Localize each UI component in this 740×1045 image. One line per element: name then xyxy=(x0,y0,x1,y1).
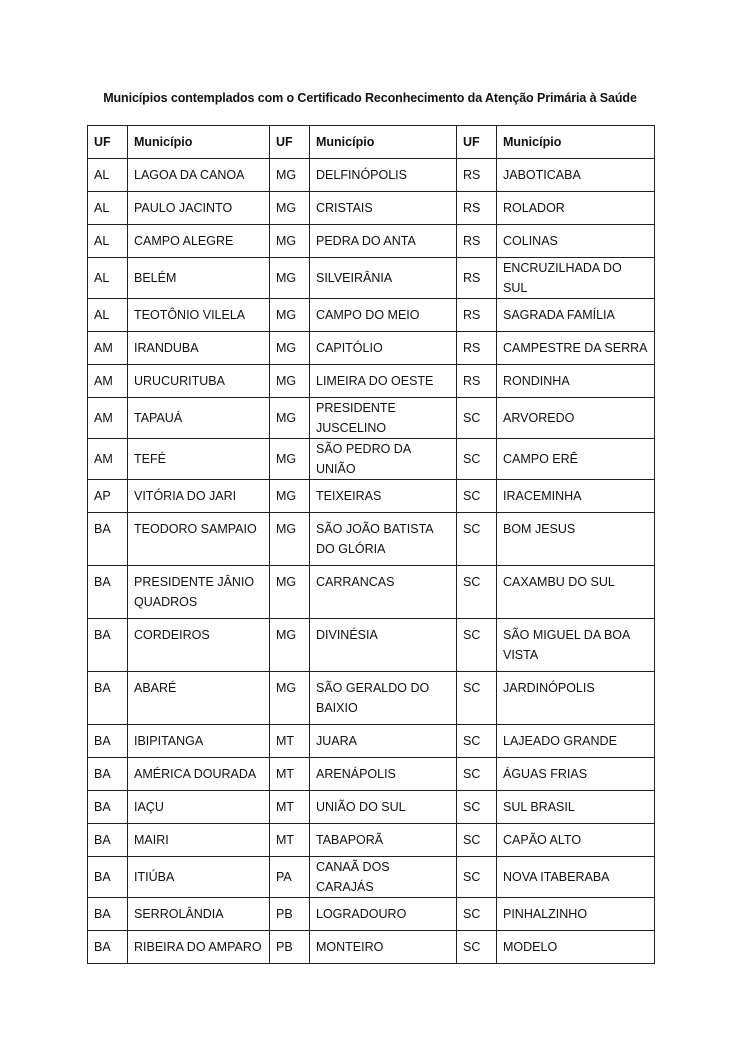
cell-municipio: JARDINÓPOLIS xyxy=(497,672,655,725)
cell-municipio: CRISTAIS xyxy=(310,192,457,225)
cell-municipio: ARVOREDO xyxy=(497,398,655,439)
page-title: Municípios contemplados com o Certificado Reconhecimento da Atenção Primária à Saúde xyxy=(103,91,637,105)
cell-municipio: TEIXEIRAS xyxy=(310,480,457,513)
cell-uf: SC xyxy=(457,672,497,725)
cell-uf: MG xyxy=(270,439,310,480)
table-row xyxy=(88,931,655,964)
table-row xyxy=(88,619,655,672)
cell-uf: RS xyxy=(457,258,497,299)
cell-uf: AM xyxy=(88,332,128,365)
cell-municipio: CAMPESTRE DA SERRA xyxy=(497,332,655,365)
table-row xyxy=(88,398,655,439)
cell-municipio: TEFÉ xyxy=(128,439,270,480)
cell-uf: RS xyxy=(457,159,497,192)
cell-uf: MG xyxy=(270,299,310,332)
cell-uf: SC xyxy=(457,791,497,824)
cell-uf: AM xyxy=(88,439,128,480)
cell-uf: MG xyxy=(270,398,310,439)
header-municipio-3: Município xyxy=(497,126,655,159)
table-row xyxy=(88,225,655,258)
header-uf-2: UF xyxy=(270,126,310,159)
cell-uf: AL xyxy=(88,258,128,299)
cell-municipio: DIVINÉSIA xyxy=(310,619,457,672)
cell-uf: BA xyxy=(88,857,128,898)
cell-municipio: ARENÁPOLIS xyxy=(310,758,457,791)
cell-uf: BA xyxy=(88,566,128,619)
cell-municipio: CAPÃO ALTO xyxy=(497,824,655,857)
cell-uf: BA xyxy=(88,898,128,931)
cell-municipio: AMÉRICA DOURADA xyxy=(128,758,270,791)
cell-municipio: LOGRADOURO xyxy=(310,898,457,931)
table-body xyxy=(88,159,655,964)
cell-municipio: TAPAUÁ xyxy=(128,398,270,439)
cell-municipio: RONDINHA xyxy=(497,365,655,398)
table-row xyxy=(88,672,655,725)
header-municipio-2: Município xyxy=(310,126,457,159)
cell-uf: MG xyxy=(270,365,310,398)
cell-uf: SC xyxy=(457,398,497,439)
cell-uf: SC xyxy=(457,725,497,758)
cell-uf: BA xyxy=(88,791,128,824)
cell-municipio: COLINAS xyxy=(497,225,655,258)
cell-uf: AL xyxy=(88,159,128,192)
cell-municipio: BOM JESUS xyxy=(497,513,655,566)
cell-uf: PB xyxy=(270,898,310,931)
cell-municipio: TEODORO SAMPAIO xyxy=(128,513,270,566)
table-row xyxy=(88,159,655,192)
cell-municipio: CAMPO DO MEIO xyxy=(310,299,457,332)
cell-municipio: RIBEIRA DO AMPARO xyxy=(128,931,270,964)
cell-municipio: SAGRADA FAMÍLIA xyxy=(497,299,655,332)
cell-uf: MG xyxy=(270,619,310,672)
cell-municipio: LAJEADO GRANDE xyxy=(497,725,655,758)
cell-uf: SC xyxy=(457,480,497,513)
cell-uf: MG xyxy=(270,513,310,566)
cell-uf: MG xyxy=(270,192,310,225)
cell-municipio: PINHALZINHO xyxy=(497,898,655,931)
cell-uf: SC xyxy=(457,439,497,480)
cell-municipio: MAIRI xyxy=(128,824,270,857)
cell-uf: RS xyxy=(457,365,497,398)
cell-uf: SC xyxy=(457,619,497,672)
cell-municipio: SERROLÂNDIA xyxy=(128,898,270,931)
cell-uf: AM xyxy=(88,365,128,398)
header-municipio-1: Município xyxy=(128,126,270,159)
table-row xyxy=(88,480,655,513)
cell-uf: BA xyxy=(88,758,128,791)
cell-uf: RS xyxy=(457,192,497,225)
cell-municipio: IRACEMINHA xyxy=(497,480,655,513)
cell-municipio: IAÇU xyxy=(128,791,270,824)
cell-municipio: ITIÚBA xyxy=(128,857,270,898)
cell-municipio: CAXAMBU DO SUL xyxy=(497,566,655,619)
cell-uf: SC xyxy=(457,513,497,566)
table-row xyxy=(88,725,655,758)
cell-municipio: CARRANCAS xyxy=(310,566,457,619)
table-row xyxy=(88,898,655,931)
cell-uf: SC xyxy=(457,857,497,898)
cell-uf: SC xyxy=(457,566,497,619)
header-uf-3: UF xyxy=(457,126,497,159)
cell-uf: BA xyxy=(88,725,128,758)
cell-municipio: CAMPO ERÊ xyxy=(497,439,655,480)
cell-municipio: VITÓRIA DO JARI xyxy=(128,480,270,513)
table-row xyxy=(88,299,655,332)
cell-municipio: TABAPORÃ xyxy=(310,824,457,857)
cell-municipio: TEOTÔNIO VILELA xyxy=(128,299,270,332)
cell-uf: MG xyxy=(270,258,310,299)
table-row xyxy=(88,513,655,566)
cell-municipio: PAULO JACINTO xyxy=(128,192,270,225)
cell-uf: AL xyxy=(88,299,128,332)
table-row xyxy=(88,439,655,480)
cell-uf: MG xyxy=(270,672,310,725)
cell-municipio: JUARA xyxy=(310,725,457,758)
cell-uf: SC xyxy=(457,898,497,931)
cell-municipio: ENCRUZILHADA DO SUL xyxy=(497,258,655,299)
cell-uf: BA xyxy=(88,931,128,964)
cell-uf: AL xyxy=(88,225,128,258)
cell-municipio: ÁGUAS FRIAS xyxy=(497,758,655,791)
cell-municipio: BELÉM xyxy=(128,258,270,299)
table-row xyxy=(88,857,655,898)
cell-municipio: JABOTICABA xyxy=(497,159,655,192)
cell-uf: SC xyxy=(457,931,497,964)
cell-municipio: SUL BRASIL xyxy=(497,791,655,824)
table-row xyxy=(88,791,655,824)
table-row xyxy=(88,758,655,791)
cell-municipio: MODELO xyxy=(497,931,655,964)
cell-municipio: ROLADOR xyxy=(497,192,655,225)
cell-uf: MG xyxy=(270,332,310,365)
municipalities-table xyxy=(87,125,655,964)
cell-municipio: CAMPO ALEGRE xyxy=(128,225,270,258)
cell-municipio: SÃO GERALDO DO BAIXIO xyxy=(310,672,457,725)
table-row xyxy=(88,332,655,365)
cell-municipio: UNIÃO DO SUL xyxy=(310,791,457,824)
cell-municipio: SÃO PEDRO DA UNIÃO xyxy=(310,439,457,480)
cell-uf: PB xyxy=(270,931,310,964)
cell-uf: MT xyxy=(270,725,310,758)
cell-uf: BA xyxy=(88,513,128,566)
cell-municipio: CAPITÓLIO xyxy=(310,332,457,365)
cell-municipio: PEDRA DO ANTA xyxy=(310,225,457,258)
header-uf-1: UF xyxy=(88,126,128,159)
cell-municipio: NOVA ITABERABA xyxy=(497,857,655,898)
cell-municipio: CORDEIROS xyxy=(128,619,270,672)
cell-uf: AP xyxy=(88,480,128,513)
cell-municipio: URUCURITUBA xyxy=(128,365,270,398)
cell-uf: RS xyxy=(457,225,497,258)
cell-municipio: IBIPITANGA xyxy=(128,725,270,758)
cell-uf: MG xyxy=(270,480,310,513)
cell-uf: MT xyxy=(270,824,310,857)
cell-uf: MG xyxy=(270,159,310,192)
cell-municipio: PRESIDENTE JÂNIO QUADROS xyxy=(128,566,270,619)
cell-municipio: PRESIDENTE JUSCELINO xyxy=(310,398,457,439)
cell-uf: PA xyxy=(270,857,310,898)
cell-municipio: SILVEIRÂNIA xyxy=(310,258,457,299)
table-header-row xyxy=(88,126,655,159)
table-row xyxy=(88,258,655,299)
cell-uf: BA xyxy=(88,824,128,857)
cell-uf: RS xyxy=(457,332,497,365)
cell-uf: RS xyxy=(457,299,497,332)
cell-municipio: DELFINÓPOLIS xyxy=(310,159,457,192)
cell-municipio: CANAÃ DOS CARAJÁS xyxy=(310,857,457,898)
cell-uf: MT xyxy=(270,791,310,824)
table-row xyxy=(88,192,655,225)
cell-municipio: SÃO MIGUEL DA BOA VISTA xyxy=(497,619,655,672)
table-row xyxy=(88,824,655,857)
cell-uf: AL xyxy=(88,192,128,225)
cell-uf: MG xyxy=(270,225,310,258)
cell-uf: SC xyxy=(457,824,497,857)
cell-uf: BA xyxy=(88,619,128,672)
table-row xyxy=(88,566,655,619)
cell-municipio: LIMEIRA DO OESTE xyxy=(310,365,457,398)
cell-municipio: ABARÉ xyxy=(128,672,270,725)
cell-uf: MG xyxy=(270,566,310,619)
cell-municipio: IRANDUBA xyxy=(128,332,270,365)
cell-uf: AM xyxy=(88,398,128,439)
cell-municipio: SÃO JOÃO BATISTA DO GLÓRIA xyxy=(310,513,457,566)
cell-uf: BA xyxy=(88,672,128,725)
cell-municipio: MONTEIRO xyxy=(310,931,457,964)
cell-uf: MT xyxy=(270,758,310,791)
cell-municipio: LAGOA DA CANOA xyxy=(128,159,270,192)
cell-uf: SC xyxy=(457,758,497,791)
table-row xyxy=(88,365,655,398)
